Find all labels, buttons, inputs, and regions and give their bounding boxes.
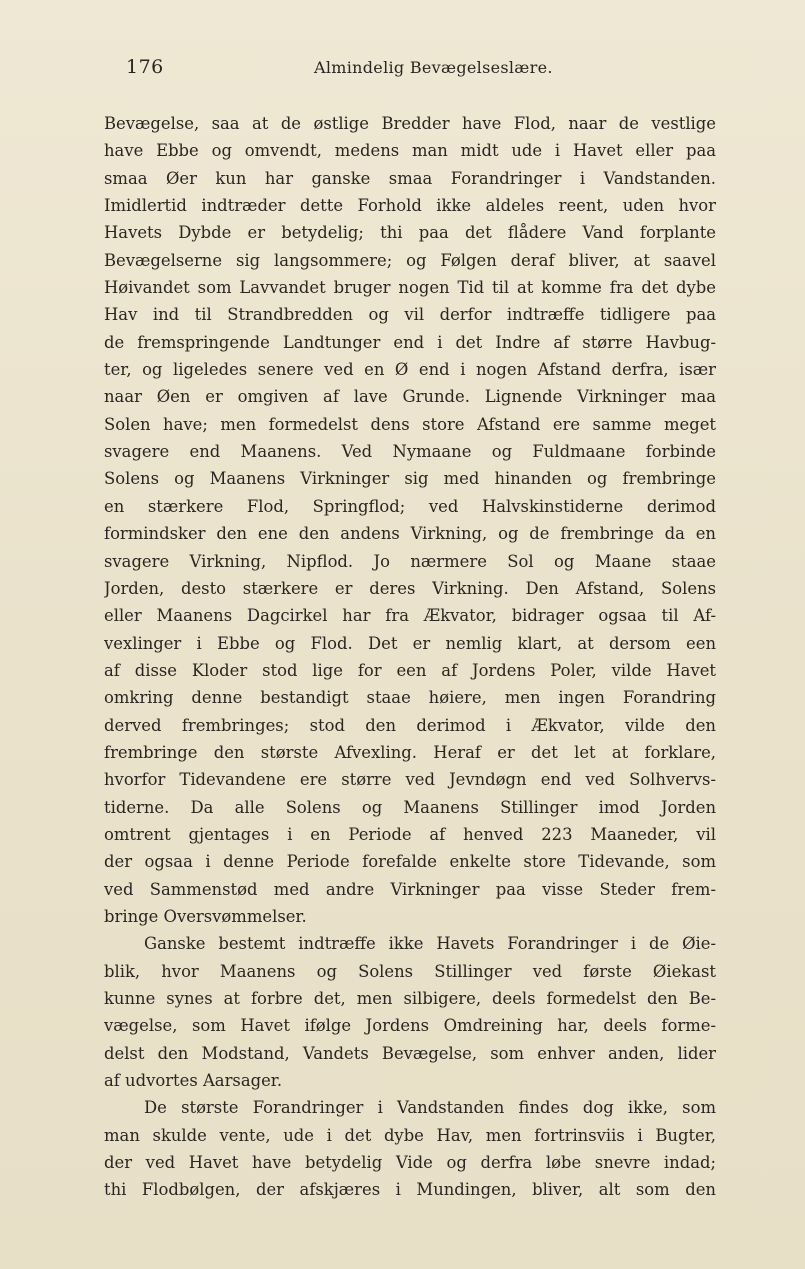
text-line: omkring denne bestandigt staae høiere, men ingen Forandring	[104, 688, 716, 708]
text-line: vægelse, som Havet ifølge Jordens Omdreining har, deels forme-	[104, 1016, 716, 1036]
text-line: der ogsaa i denne Periode forefalde enkelte store Tidevande, som	[104, 852, 716, 872]
text-line: frembringe den største Afvexling. Heraf er det let at forklare,	[104, 742, 716, 762]
text-line: smaa Øer kun har ganske smaa Forandringer i Vandstanden.	[104, 168, 716, 188]
text-line: Hav ind til Strandbredden og vil derfor indtræffe tidligere paa	[104, 305, 716, 325]
text-line: Solen have; men formedelst dens store Afstand ere samme meget	[104, 414, 716, 434]
running-title: Almindelig Bevægelseslære.	[314, 58, 553, 77]
text-line: ter, og ligeledes senere ved en Ø end i nogen Afstand derfra, især	[104, 360, 716, 380]
text-line: af udvortes Aarsager.	[104, 1071, 283, 1091]
text-line: eller Maanens Dagcirkel har fra Ækvator, bidrager ogsaa til Af-	[104, 606, 716, 626]
text-line: af disse Kloder stod lige for een af Jordens Poler, vilde Havet	[104, 660, 716, 680]
text-line: tiderne. Da alle Solens og Maanens Stillinger imod Jorden	[104, 797, 716, 817]
text-line: hvorfor Tidevandene ere større ved Jevndøgn end ved Solhvervs-	[104, 770, 716, 790]
text-line: formindsker den ene den andens Virkning, og de frembringe da en	[104, 524, 716, 544]
text-line: vexlinger i Ebbe og Flod. Det er nemlig klart, at dersom een	[104, 633, 716, 653]
text-line: svagere end Maanens. Ved Nymaane og Fuldmaane forbinde	[104, 442, 716, 462]
text-line: derved frembringes; stod den derimod i Ækvator, vilde den	[104, 715, 716, 735]
text-line: Ganske bestemt indtræffe ikke Havets Forandringer i de Øie-	[144, 934, 716, 954]
text-line: bringe Oversvømmelser.	[104, 906, 307, 926]
text-line: de fremspringende Landtunger end i det Indre af større Havbug-	[104, 332, 716, 352]
text-line: De største Forandringer i Vandstanden findes dog ikke, som	[144, 1098, 716, 1118]
page-number: 176	[126, 56, 164, 78]
text-line: Høivandet som Lavvandet bruger nogen Tid til at komme fra det dybe	[104, 278, 716, 298]
text-line: Bevægelserne sig langsommere; og Følgen deraf bliver, at saavel	[104, 250, 716, 270]
text-line: svagere Virkning, Nipflod. Jo nærmere Sol og Maane staae	[104, 551, 716, 571]
text-line: omtrent gjentages i en Periode af henved 223 Maaneder, vil	[104, 824, 716, 844]
text-line: Imidlertid indtræder dette Forhold ikke aldeles reent, uden hvor	[104, 196, 716, 216]
text-line: Bevægelse, saa at de østlige Bredder have Flod, naar de vestlige	[104, 114, 716, 133]
text-line: have Ebbe og omvendt, medens man midt ude i Havet eller paa	[104, 141, 716, 161]
text-line: blik, hvor Maanens og Solens Stillinger ved første Øiekast	[104, 961, 716, 981]
text-line: man skulde vente, ude i det dybe Hav, men fortrinsviis i Bugter,	[104, 1125, 716, 1145]
text-line: der ved Havet have betydelig Vide og derfra løbe snevre indad;	[104, 1153, 716, 1173]
text-line: delst den Modstand, Vandets Bevægelse, som enhver anden, lider	[104, 1043, 716, 1063]
text-line: Havets Dybde er betydelig; thi paa det flådere Vand forplante	[104, 223, 716, 243]
text-line: ved Sammenstød med andre Virkninger paa visse Steder frem-	[104, 879, 716, 899]
page-header	[104, 56, 716, 86]
text-line: Solens og Maanens Virkninger sig med hinanden og frembringe	[104, 469, 716, 489]
body-text	[104, 110, 716, 1204]
text-line: naar Øen er omgiven af lave Grunde. Lignende Virkninger maa	[104, 387, 716, 407]
text-line: kunne synes at forbre det, men silbigere, deels formedelst den Be-	[104, 989, 716, 1008]
text-line: en stærkere Flod, Springflod; ved Halvskinstiderne derimod	[104, 496, 716, 516]
text-line: Jorden, desto stærkere er deres Virkning. Den Afstand, Solens	[104, 578, 716, 598]
text-line: thi Flodbølgen, der afskjæres i Mundingen, bliver, alt som den	[104, 1180, 716, 1200]
